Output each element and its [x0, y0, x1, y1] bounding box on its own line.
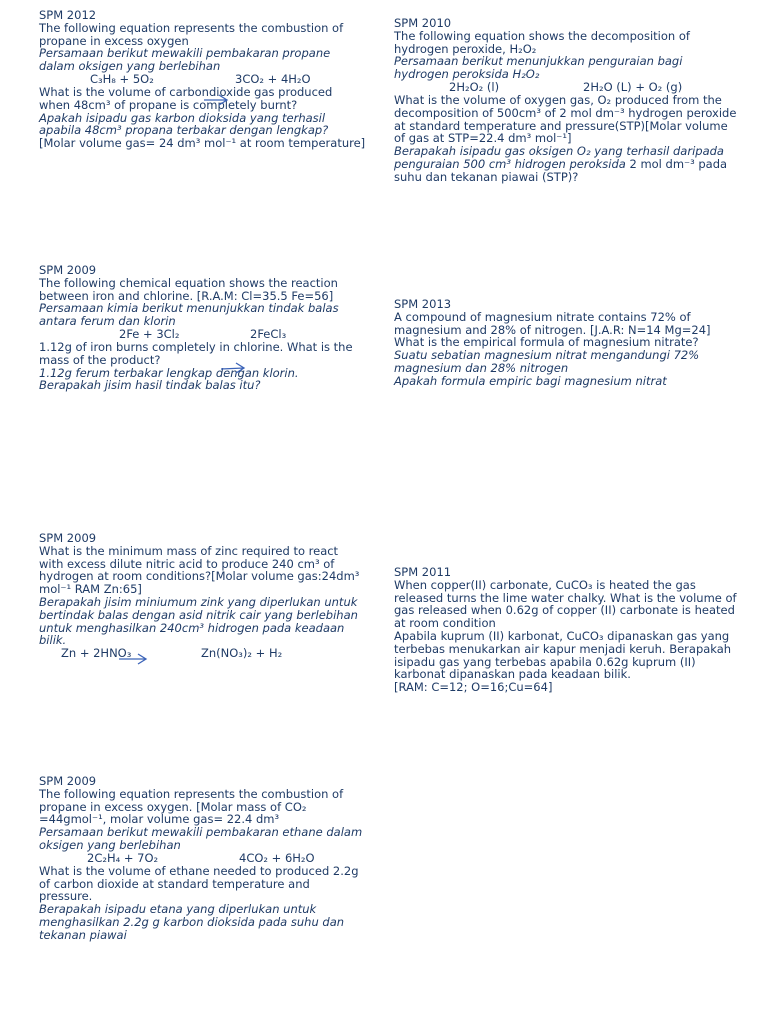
- question-text: magnesium and 28% of nitrogen. [J.A.R: N=14 Mg=24]: [394, 322, 711, 337]
- question-text-malay: Apakah formula empiric bagi magnesium nitrat: [394, 373, 667, 388]
- chemical-equation: [394, 81, 736, 94]
- question-text: What is the empirical formula of magnesium nitrate?: [394, 335, 699, 350]
- question-spm2010-hydrogen-peroxide: [394, 17, 736, 184]
- question-text-malay-italic: penguraian 500 cm³ hidrogen peroksida: [394, 156, 626, 171]
- question-text: mass of the product?: [39, 352, 161, 367]
- equation-products: 2H₂O (L) + O₂ (g): [583, 79, 683, 94]
- question-text: gas released when 0.62g of copper (II) carbonate is heated: [394, 603, 735, 618]
- equation-reactants: 2C₂H₄ + 7O₂: [87, 850, 159, 865]
- question-text: =44gmol⁻¹, molar volume gas= 22.4 dm³: [39, 812, 280, 827]
- question-text-malay: bertindak balas dengan asid nitrik cair yang berlebihan: [39, 607, 358, 622]
- question-text: mol⁻¹ RAM Zn:65]: [39, 582, 142, 597]
- question-year: SPM 2011: [394, 565, 452, 579]
- equation-reactants: 2Fe + 3Cl₂: [119, 326, 180, 341]
- question-text: What is the volume of carbondioxide gas produced: [39, 84, 333, 99]
- question-year: SPM 2013: [394, 297, 452, 311]
- question-spm2011-copper-carbonate: [394, 566, 737, 694]
- question-text-malay: Persamaan berikut mewakili pembakaran ethane dalam: [39, 825, 363, 840]
- question-text-malay: [394, 158, 736, 171]
- question-text: when 48cm³ of propane is completely burnt?: [39, 97, 298, 112]
- equation-reactants: Zn + 2HNO₃: [61, 646, 132, 661]
- question-text: at standard temperature and pressure(STP)[Molar volume: [394, 118, 728, 133]
- reaction-arrow-icon: [203, 94, 229, 106]
- question-year: SPM 2009: [39, 531, 97, 545]
- question-spm2009-zinc: [39, 532, 359, 660]
- question-text: The following equation represents the combustion of: [39, 786, 344, 801]
- question-text: What is the volume of oxygen gas, O₂ produced from the: [394, 92, 722, 107]
- question-text: The following equation shows the decomposition of: [394, 28, 690, 43]
- question-text-malay: apabila 48cm³ propana terbakar dengan lengkap?: [39, 123, 329, 138]
- question-text: at room condition: [394, 616, 496, 631]
- question-text-malay: bilik.: [39, 633, 67, 648]
- question-text-malay: magnesium dan 28% nitrogen: [394, 360, 569, 375]
- question-text: with excess dilute nitric acid to produce 240 cm³ of: [39, 556, 335, 571]
- reaction-arrow-icon: [118, 652, 148, 666]
- chemical-equation: [39, 852, 362, 865]
- question-text: When copper(II) carbonate, CuCO₃ is heated the gas: [394, 577, 696, 592]
- molar-volume-note: [Molar volume gas= 24 dm³ mol⁻¹ at room temperature]: [39, 136, 366, 151]
- question-text: hydrogen at room conditions?[Molar volume gas:24dm³: [39, 569, 360, 584]
- question-text: propane in excess oxygen: [39, 33, 189, 48]
- equation-products: 2FeCl₃: [250, 326, 287, 341]
- question-text: pressure.: [39, 889, 93, 904]
- question-year: SPM 2012: [39, 8, 97, 22]
- question-text-malay: dalam oksigen yang berlebihan: [39, 59, 221, 74]
- question-text-malay: Persamaan kimia berikut menunjukkan tindak balas: [39, 301, 339, 316]
- equation-reactants: C₃H₈ + 5O₂: [90, 71, 154, 86]
- question-text-malay: Berapakah isipadu etana yang diperlukan untuk: [39, 902, 317, 917]
- question-text-malay: hydrogen peroksida H₂O₂: [394, 67, 540, 82]
- question-text-malay: 1.12g ferum terbakar lengkap dengan klorin.: [39, 365, 299, 380]
- question-text: 1.12g of iron burns completely in chlorine. What is the: [39, 339, 353, 354]
- question-text-malay: Berapakah isipadu gas oksigen O₂ yang terhasil daripada: [394, 144, 724, 159]
- equation-products: 4CO₂ + 6H₂O: [239, 850, 315, 865]
- question-spm2013-magnesium-nitrate: [394, 298, 711, 388]
- question-text-malay: Berapakah jisim miniumum zink yang diperlukan untuk: [39, 594, 358, 609]
- question-text: propane in excess oxygen. [Molar mass of CO₂: [39, 799, 307, 814]
- question-text: The following equation represents the combustion of: [39, 20, 344, 35]
- question-text-malay: Apabila kuprum (II) karbonat, CuCO₃ dipanaskan gas yang: [394, 628, 730, 643]
- question-text: hydrogen peroxide, H₂O₂: [394, 41, 537, 56]
- chemical-equation: [39, 647, 359, 660]
- question-text-malay: Berapakah jisim hasil tindak balas itu?: [39, 378, 261, 393]
- question-text-malay: Persamaan berikut mewakili pembakaran propane: [39, 46, 331, 61]
- question-text-malay: untuk menghasilkan 240cm³ hidrogen pada keadaan: [39, 620, 345, 635]
- question-text-malay: terbebas menukarkan air kapur menjadi keruh. Berapakah: [394, 641, 732, 656]
- question-text: of carbon dioxide at standard temperature and: [39, 876, 310, 891]
- question-text-malay: oksigen yang berlebihan: [39, 837, 181, 852]
- question-text-malay-tail: 2 mol dm⁻³ pada: [625, 156, 728, 171]
- equation-products: Zn(NO₃)₂ + H₂: [201, 646, 283, 661]
- question-text: The following chemical equation shows the reaction: [39, 275, 338, 290]
- equation-products: 3CO₂ + 4H₂O: [235, 71, 311, 86]
- question-spm2009-ethane: [39, 775, 362, 942]
- question-text: between iron and chlorine. [R.A.M: Cl=35.5 Fe=56]: [39, 288, 334, 303]
- question-text: What is the minimum mass of zinc required to react: [39, 543, 339, 558]
- chemical-equation: [39, 328, 353, 341]
- question-text-malay: tekanan piawai: [39, 927, 127, 942]
- question-text-malay: Persamaan berikut menunjukkan penguraian bagi: [394, 54, 683, 69]
- question-year: SPM 2010: [394, 16, 452, 30]
- question-text-malay: antara ferum dan klorin: [39, 314, 176, 329]
- question-spm2012-propane: [39, 9, 365, 150]
- question-year: SPM 2009: [39, 263, 97, 277]
- ram-note: [RAM: C=12; O=16;Cu=64]: [394, 680, 553, 695]
- question-text-malay: menghasilkan 2.2g g karbon dioksida pada suhu dan: [39, 914, 345, 929]
- question-text: released turns the lime water chalky. What is the volume of: [394, 590, 737, 605]
- question-text-malay: Apakah isipadu gas karbon dioksida yang terhasil: [39, 110, 326, 125]
- question-year: SPM 2009: [39, 774, 97, 788]
- question-text-malay: isipadu gas yang terbebas apabila 0.62g kuprum (II): [394, 654, 696, 669]
- question-text: A compound of magnesium nitrate contains 72% of: [394, 309, 691, 324]
- chemical-equation: [39, 73, 365, 86]
- question-text-malay: karbonat dipanaskan pada keadaan bilik.: [394, 667, 631, 682]
- question-text-malay: suhu dan tekanan piawai (STP)?: [394, 169, 579, 184]
- question-text: What is the volume of ethane needed to produced 2.2g: [39, 863, 359, 878]
- question-text-malay: Suatu sebatian magnesium nitrat mengandungi 72%: [394, 348, 700, 363]
- question-text: decomposition of 500cm³ of 2 mol dm⁻³ hydrogen peroxide: [394, 105, 737, 120]
- question-text: of gas at STP=22.4 dm³ mol⁻¹]: [394, 131, 572, 146]
- equation-reactants: 2H₂O₂ (l): [449, 79, 500, 94]
- reaction-arrow-icon: [220, 361, 246, 375]
- question-spm2009-iron-chlorine: [39, 264, 353, 392]
